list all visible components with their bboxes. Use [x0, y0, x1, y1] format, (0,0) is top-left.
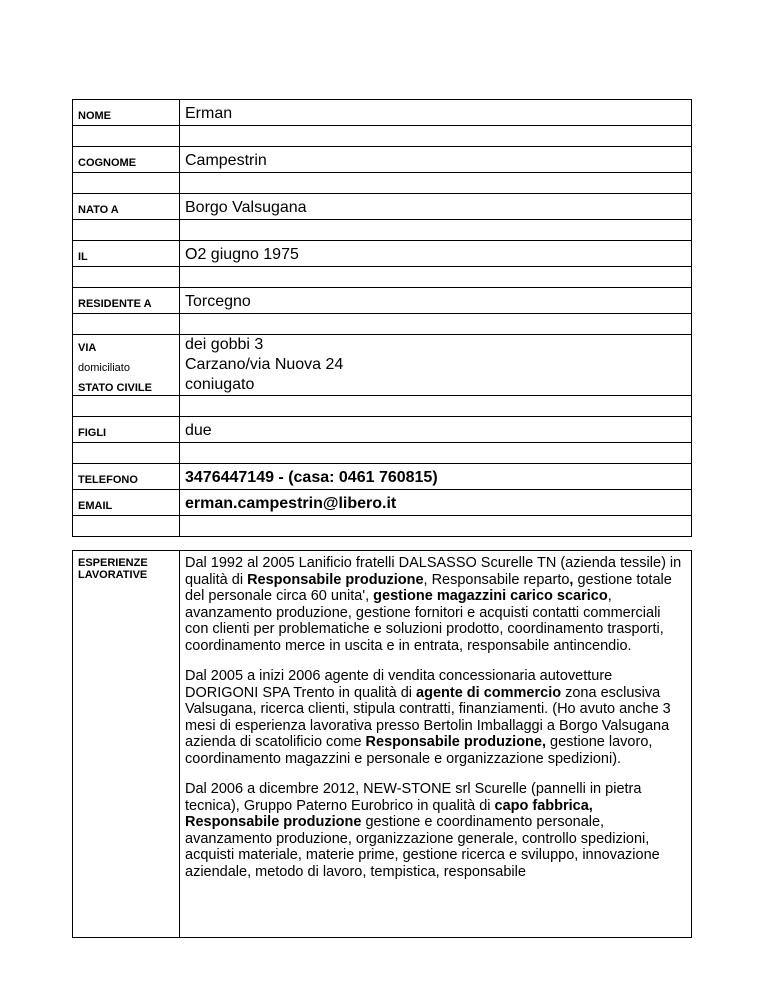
- nome-value: Erman: [180, 100, 692, 126]
- figli-value: due: [180, 417, 692, 443]
- nato-value: Borgo Valsugana: [180, 194, 692, 220]
- experience-paragraph-2: Dal 2005 a inizi 2006 agente di vendita concessionaria autovetture DORIGONI SPA Trento in qualità di agente di commercio zona esclusiva Valsugana, ricerca clienti, stipula contratti, finanziamenti. (Ho avuto anche 3 mesi di esperienza lavorativa presso Bertolin Imballaggi a Borgo Valsugana azienda di scatolificio come Responsabile produzione, gestione lavoro, coordinamento magazzini e personale e organizzazione spedizioni).: [185, 668, 671, 767]
- experience-paragraph-1: Dal 1992 al 2005 Lanificio fratelli DALSASSO Scurelle TN (azienda tessile) in qualità di Responsabile produzione, Responsabile reparto, gestione totale del personale circa 60 unita', gestione magazzini carico scarico, avanzamento produzione, gestione fornitori e acquisti contatti commerciali con clienti per problematiche e soluzioni prodotto, coordinamento trasporti, coordinamento merce in uscita e in entrata, responsabile antincendio.: [185, 555, 682, 654]
- cognome-label: COGNOME: [73, 147, 180, 173]
- address-labels: [73, 335, 180, 396]
- address-values: [180, 335, 692, 396]
- nome-label: NOME: [73, 100, 180, 126]
- stato-label: STATO CIVILE: [78, 382, 152, 394]
- stato-value: coniugato: [185, 376, 255, 393]
- domiciliato-value: Carzano/via Nuova 24: [185, 356, 344, 373]
- personal-data-table: [72, 99, 692, 537]
- nato-label: NATO A: [73, 194, 180, 220]
- via-label: VIA: [78, 342, 97, 354]
- experience-label: ESPERIENZE LAVORATIVE: [73, 551, 180, 938]
- cognome-value: Campestrin: [180, 147, 692, 173]
- experience-text: [180, 551, 692, 938]
- residente-value: Torcegno: [180, 288, 692, 314]
- figli-label: FIGLI: [73, 417, 180, 443]
- email-label: EMAIL: [73, 490, 180, 516]
- residente-label: RESIDENTE A: [73, 288, 180, 314]
- telefono-label: TELEFONO: [73, 464, 180, 490]
- telefono-value: 3476447149 - (casa: 0461 760815): [180, 464, 692, 490]
- il-label: IL: [73, 241, 180, 267]
- via-value: dei gobbi 3: [185, 336, 264, 353]
- experience-paragraph-3: Dal 2006 a dicembre 2012, NEW-STONE srl Scurelle (pannelli in pietra tecnica), Gruppo Paterno Eurobrico in qualità di capo fabbrica, Responsabile produzione gestione e coordinamento personale, avanzamento produzione, organizzazione generale, controllo spedizioni, acquisti materiale, materie prime, gestione ricerca e sviluppo, innovazione aziendale, metodo di lavoro, tempistica, responsabile: [185, 781, 660, 880]
- domiciliato-label: domiciliato: [78, 362, 130, 374]
- experience-table: [72, 550, 692, 938]
- il-value: O2 giugno 1975: [180, 241, 692, 267]
- email-value: erman.campestrin@libero.it: [180, 490, 692, 516]
